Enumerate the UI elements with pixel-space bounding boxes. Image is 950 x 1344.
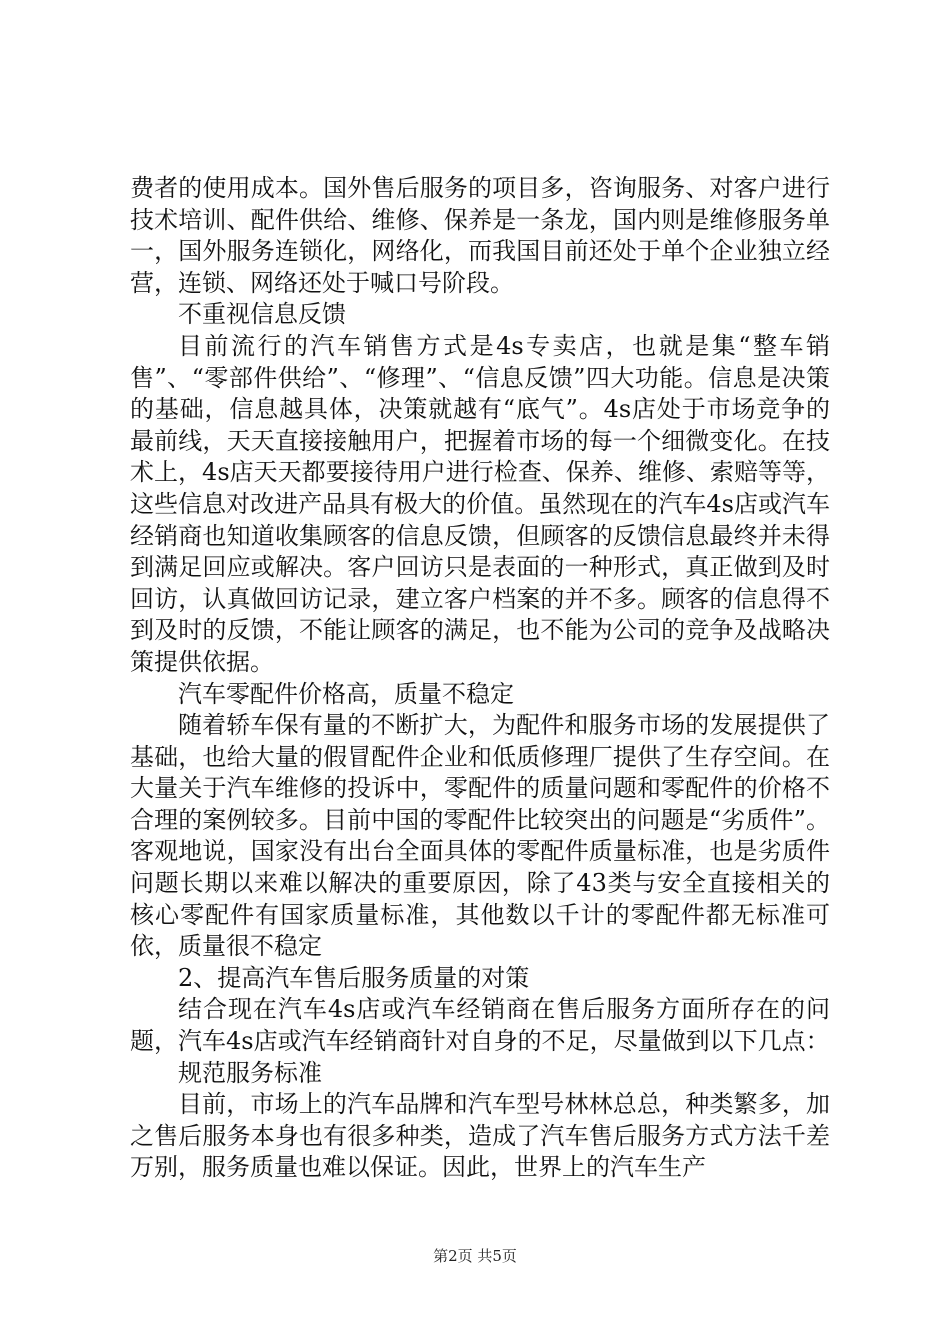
paragraph-9: 目前，市场上的汽车品牌和汽车型号林林总总，种类繁多，加之售后服务本身也有很多种类，造成了汽车售后服务方式方法千差万别，服务质量也难以保证。因此，世界上的汽车生产 xyxy=(130,1090,830,1182)
paragraph-5: 随着轿车保有量的不断扩大，为配件和服务市场的发展提供了基础，也给大量的假冒配件企业和低质修理厂提供了生存空间。在大量关于汽车维修的投诉中，零配件的质量问题和零配件的价格不合理的案例较多。目前中国的零配件比较突出的问题是“劣质件”。客观地说，国家没有出台全面具体的零配件质量标准，也是劣质件问题长期以来难以解决的重要原因，除了43类与安全直接相关的核心零配件有国家质量标准，其他数以千计的零配件都无标准可依，质量很不稳定 xyxy=(130,711,830,961)
paragraph-3: 目前流行的汽车销售方式是4s专卖店，也就是集“整车销售”、“零部件供给”、“修理”、“信息反馈”四大功能。信息是决策的基础，信息越具体，决策就越有“底气”。4s店处于市场竞争的最前线，天天直接接触用户，把握着市场的每一个细微变化。在技术上，4s店天天都要接待用户进行检查、保养、维修、索赔等等，这些信息对改进产品具有极大的价值。虽然现在的汽车4s店或汽车经销商也知道收集顾客的信息反馈，但顾客的反馈信息最终并未得到满足回应或解决。客户回访只是表面的一种形式，真正做到及时回访，认真做回访记录，建立客户档案的并不多。顾客的信息得不到及时的反馈，不能让顾客的满足，也不能为公司的竞争及战略决策提供依据。 xyxy=(130,331,830,676)
section-heading-feedback: 不重视信息反馈 xyxy=(178,300,346,329)
section-heading-standards: 规范服务标准 xyxy=(178,1058,322,1087)
paragraph-1: 费者的使用成本。国外售后服务的项目多，咨询服务、对客户进行技术培训、配件供给、维修、保养是一条龙，国内则是维修服务单一，国外服务连锁化，网络化，而我国目前还处于单个企业独立经营，连锁、网络还处于喊口号阶段。 xyxy=(130,174,830,297)
section-heading-countermeasures: 2、提高汽车售后服务质量的对策 xyxy=(178,963,530,992)
paragraph-7: 结合现在汽车4s店或汽车经销商在售后服务方面所存在的问题，汽车4s店或汽车经销商针对自身的不足，尽量做到以下几点： xyxy=(130,995,830,1056)
page-footer: 第2页 共5页 xyxy=(433,1247,517,1265)
section-heading-parts: 汽车零配件价格高，质量不稳定 xyxy=(178,679,514,708)
document-body xyxy=(130,173,830,1184)
